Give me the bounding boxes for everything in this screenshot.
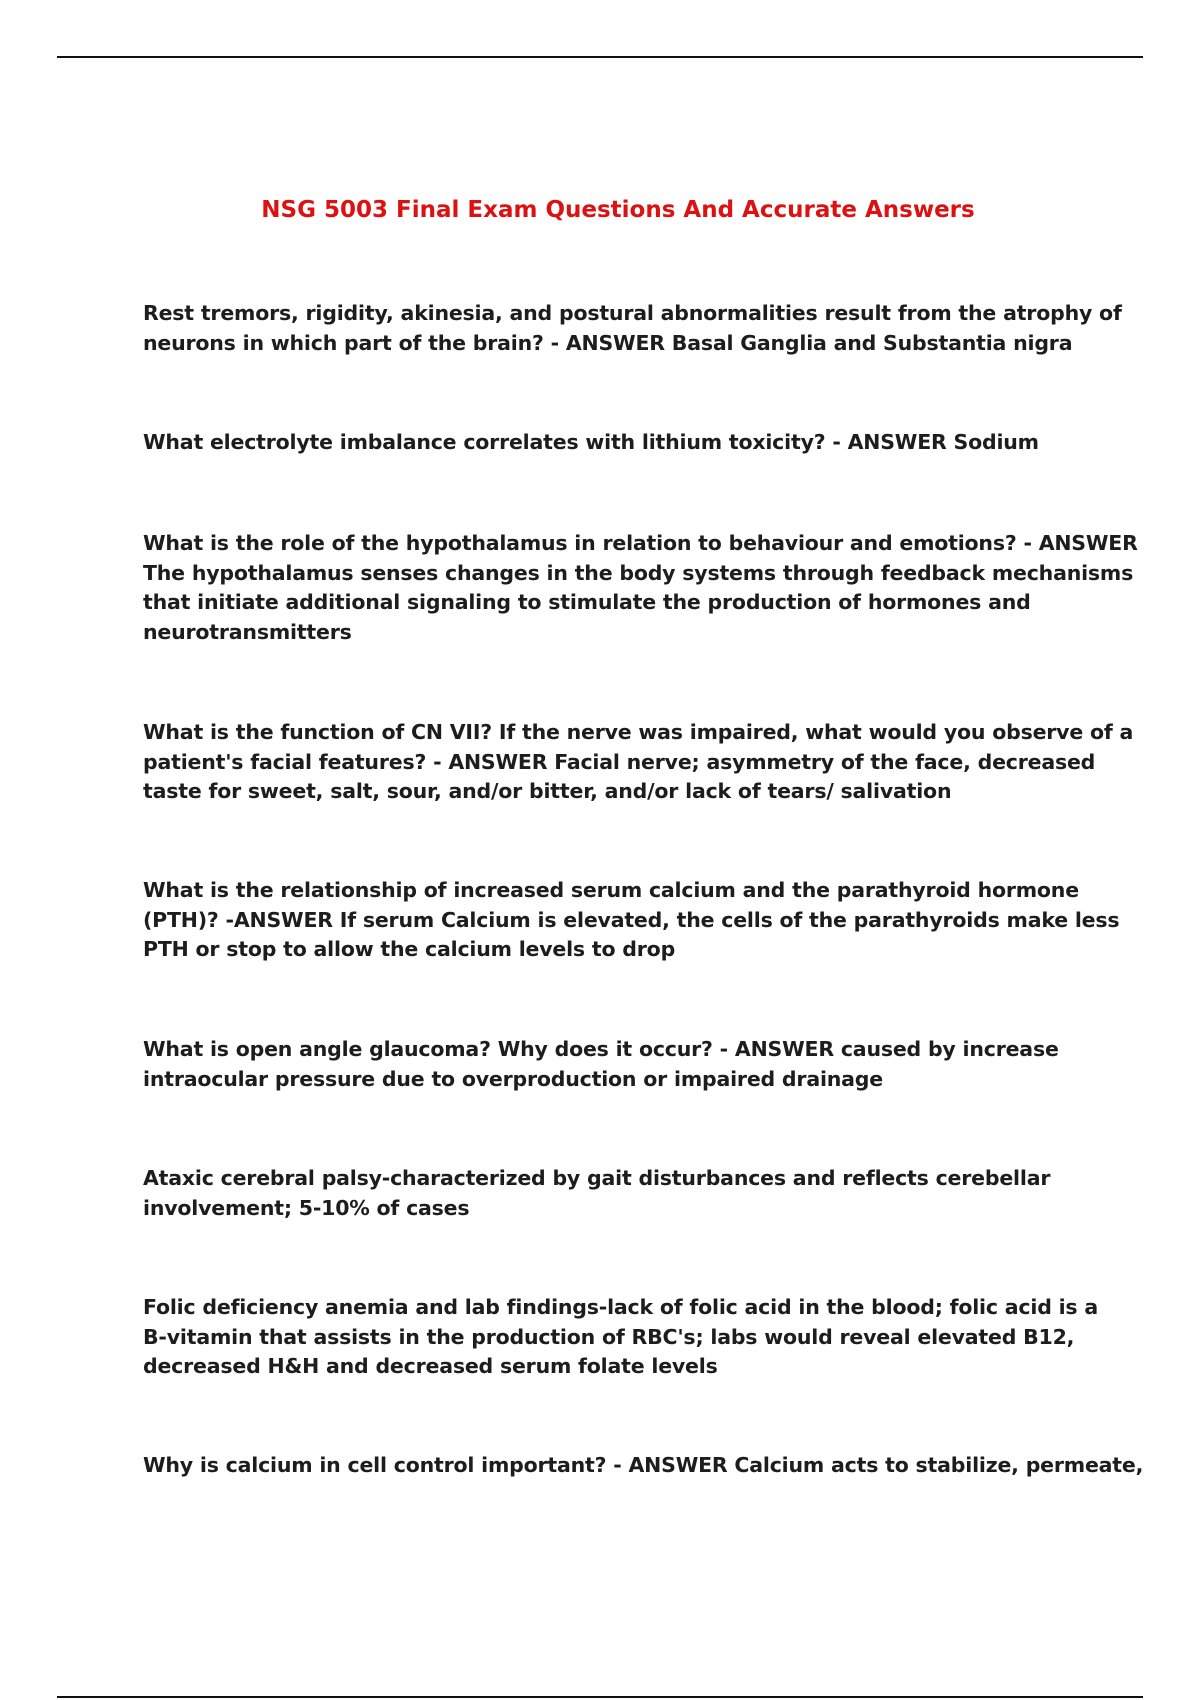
bottom-divider: [57, 1696, 1143, 1698]
qa-entry-2: [143, 428, 1103, 458]
qa-entry-7: [143, 1164, 1103, 1223]
qa-entry-5: [143, 876, 1120, 965]
qa-line: What is the relationship of increased serum calcium and the parathyroid hormone: [143, 878, 1079, 902]
document-title: NSG 5003 Final Exam Questions And Accurate Answers: [261, 197, 975, 223]
qa-line: B-vitamin that assists in the production of RBC's; labs would reveal elevated B12,: [143, 1324, 1075, 1349]
qa-line: The hypothalamus senses changes in the body systems through feedback mechanisms: [143, 560, 1134, 585]
qa-line: decreased H&H and decreased serum folate levels: [143, 1354, 718, 1378]
qa-entry-9: [143, 1451, 1144, 1481]
qa-entry-1: [143, 299, 1122, 358]
qa-entry-4: [143, 718, 1134, 807]
qa-line: What is open angle glaucoma? Why does it occur? - ANSWER caused by increase: [143, 1037, 1059, 1061]
qa-line: that initiate additional signaling to stimulate the production of hormones and: [143, 590, 1031, 614]
qa-line: neurons in which part of the brain? - ANSWER Basal Ganglia and Substantia nigra: [143, 330, 1073, 355]
qa-line: Why is calcium in cell control important? - ANSWER Calcium acts to stabilize, permeate,: [143, 1453, 1144, 1477]
qa-line: What is the function of CN VII? If the nerve was impaired, what would you observe of a: [143, 720, 1134, 744]
qa-line: neurotransmitters: [143, 619, 352, 644]
qa-line: What is the role of the hypothalamus in relation to behaviour and emotions? - ANSWER: [143, 531, 1138, 555]
qa-line: Rest tremors, rigidity, akinesia, and postural abnormalities result from the atrophy of: [143, 301, 1122, 325]
qa-entry-3: [143, 529, 1138, 647]
qa-entry-8: [143, 1293, 1103, 1382]
qa-line: Ataxic cerebral palsy-characterized by gait disturbances and reflects cerebellar: [143, 1166, 1051, 1190]
qa-line: taste for sweet, salt, sour, and/or bitter, and/or lack of tears/ salivation: [143, 779, 952, 803]
qa-line: (PTH)? -ANSWER If serum Calcium is elevated, the cells of the parathyroids make less: [143, 907, 1120, 932]
qa-line: involvement; 5-10% of cases: [143, 1195, 470, 1220]
qa-line: intraocular pressure due to overproduction or impaired drainage: [143, 1066, 883, 1091]
top-divider: [57, 56, 1143, 58]
qa-line: Folic deficiency anemia and lab findings-lack of folic acid in the blood; folic acid is a: [143, 1295, 1098, 1319]
qa-line: patient's facial features? - ANSWER Facial nerve; asymmetry of the face, decreased: [143, 749, 1096, 774]
qa-line: What electrolyte imbalance correlates with lithium toxicity? - ANSWER Sodium: [143, 430, 1039, 454]
qa-line: PTH or stop to allow the calcium levels to drop: [143, 937, 676, 961]
qa-entry-6: [143, 1035, 1103, 1094]
